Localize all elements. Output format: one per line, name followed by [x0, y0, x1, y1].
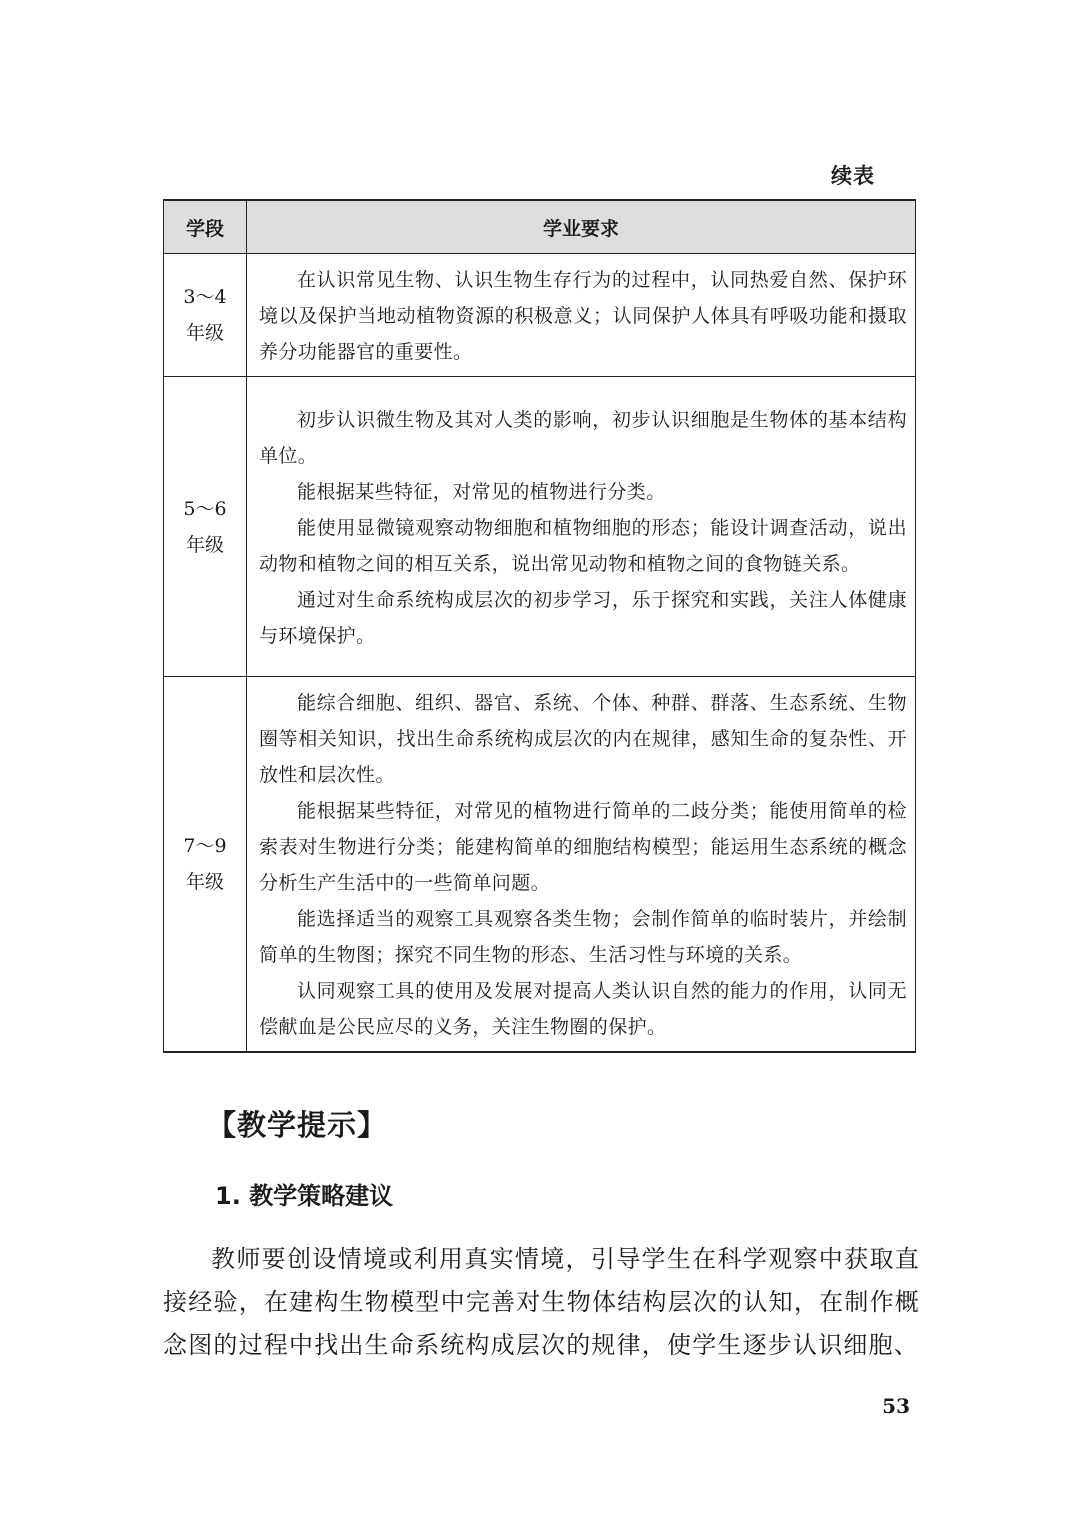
requirement-cell: [247, 377, 916, 677]
stage-range: 5～6: [183, 497, 227, 520]
academic-requirements-table: [163, 199, 916, 1053]
table-row-grade-7-9: [164, 677, 916, 1053]
requirement-paragraph: 能使用显微镜观察动物细胞和植物细胞的形态；能设计调查活动，说出动物和植物之间的相互关系，说出常见动物和植物之间的食物链关系。: [259, 516, 907, 575]
requirement-paragraph: 认同观察工具的使用及发展对提高人类认识自然的能力的作用，认同无偿献血是公民应尽的义务，关注生物圈的保护。: [259, 980, 907, 1038]
requirement-paragraph: 能选择适当的观察工具观察各类生物；会制作简单的临时装片，并绘制简单的生物图；探究不同生物的形态、生活习性与环境的关系。: [259, 908, 907, 966]
table-row-grade-5-6: [164, 377, 916, 677]
continued-table-label: 续表: [831, 164, 875, 188]
header-stage: 学段: [164, 200, 247, 254]
section-heading: 【教学提示】: [207, 1108, 388, 1142]
stage-range: 3～4: [183, 286, 227, 308]
requirement-paragraph: 初步认识微生物及其对人类的影响，初步认识细胞是生物体的基本结构单位。: [259, 408, 907, 467]
subsection-heading: 1. 教学策略建议: [215, 1182, 394, 1210]
table-header-row: [164, 200, 916, 254]
requirement-paragraph: 能根据某些特征，对常见的植物进行简单的二歧分类；能使用简单的检索表对生物进行分类；能建构简单的细胞结构模型；能运用生态系统的概念分析生产生活中的一些简单问题。: [259, 800, 907, 894]
stage-range: 7～9: [183, 835, 227, 857]
stage-unit: 年级: [185, 533, 224, 556]
requirement-paragraph: 能综合细胞、组织、器官、系统、个体、种群、群落、生态系统、生物圈等相关知识，找出生命系统构成层次的内在规律，感知生命的复杂性、开放性和层次性。: [259, 692, 907, 786]
stage-cell: [164, 254, 247, 377]
requirement-cell: [247, 677, 916, 1053]
stage-cell: [164, 377, 247, 677]
table-row-grade-3-4: [164, 254, 916, 377]
header-requirement: 学业要求: [247, 200, 916, 254]
stage-cell: [164, 677, 247, 1053]
stage-unit: 年级: [185, 871, 224, 893]
page-number: 53: [882, 1394, 910, 1418]
requirement-paragraph: 在认识常见生物、认识生物生存行为的过程中，认同热爱自然、保护环境以及保护当地动植物资源的积极意义；认同保护人体具有呼吸功能和摄取养分功能器官的重要性。: [259, 269, 907, 363]
requirement-paragraph: 通过对生命系统构成层次的初步学习，乐于探究和实践，关注人体健康与环境保护。: [259, 588, 907, 647]
stage-unit: 年级: [185, 322, 224, 344]
requirement-paragraph: 能根据某些特征，对常见的植物进行分类。: [297, 480, 666, 503]
requirement-cell: [247, 254, 916, 377]
body-paragraph: 教师要创设情境或利用真实情境，引导学生在科学观察中获取直接经验，在建构生物模型中完善对生物体结构层次的认知，在制作概念图的过程中找出生命系统构成层次的规律，使学生逐步认识细胞、: [163, 1245, 920, 1359]
